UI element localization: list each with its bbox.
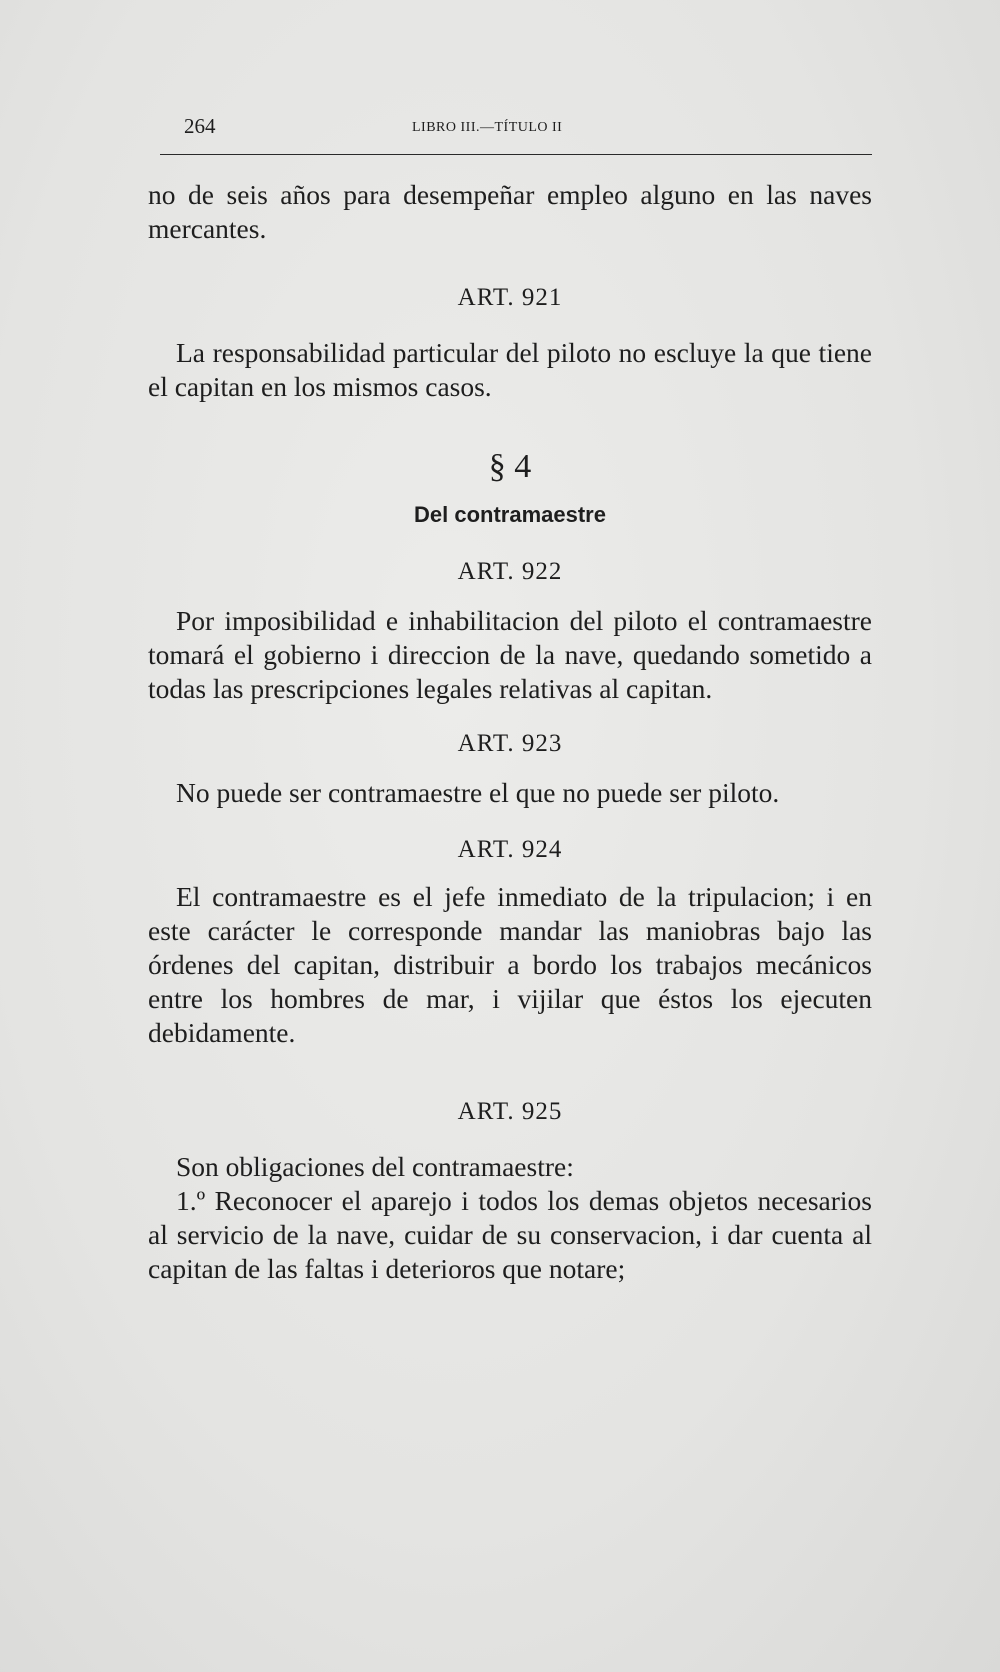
article-922-text: Por imposibilidad e inhabilitacion del piloto el contramaestre tomará el gobierno i direccion de la nave, quedando sometido a todas las prescripciones legales relativas al capitan.	[148, 605, 872, 704]
page-body	[148, 178, 872, 1286]
article-925-heading: ART. 925	[457, 1098, 563, 1125]
section-symbol: § 4	[488, 448, 532, 485]
running-head: LIBRO III.—TÍTULO II	[412, 120, 563, 135]
article-921-text: La responsabilidad particular del piloto no escluye la que tiene el capitan en los mismos casos.	[148, 337, 872, 402]
article-924-heading: ART. 924	[457, 836, 563, 863]
article-924-text: El contramaestre es el jefe inmediato de la tripulacion; i en este carácter le corresponde mandar las maniobras bajo las órdenes del capitan, distribuir a bordo los trabajos mecánicos entre los hombres de mar, i vijilar que éstos los ejecuten debidamente.	[148, 881, 872, 1048]
section-title: Del contramaestre	[414, 502, 606, 527]
article-923-text: No puede ser contramaestre el que no puede ser piloto.	[176, 777, 780, 808]
page-number: 264	[184, 114, 216, 138]
article-922-heading: ART. 922	[457, 558, 563, 585]
article-925-item-1: 1.º Reconocer el aparejo i todos los demas objetos necesarios al servicio de la nave, cuidar de su conservacion, i dar cuenta al capitan de las faltas i deterioros que notare;	[148, 1185, 872, 1284]
article-925-intro: Son obligaciones del contramaestre:	[176, 1151, 574, 1182]
article-921-heading: ART. 921	[457, 284, 563, 311]
article-923-heading: ART. 923	[457, 730, 563, 757]
continuation-paragraph: no de seis años para desempeñar empleo alguno en las naves mercantes.	[148, 179, 872, 244]
page-header	[160, 114, 872, 155]
